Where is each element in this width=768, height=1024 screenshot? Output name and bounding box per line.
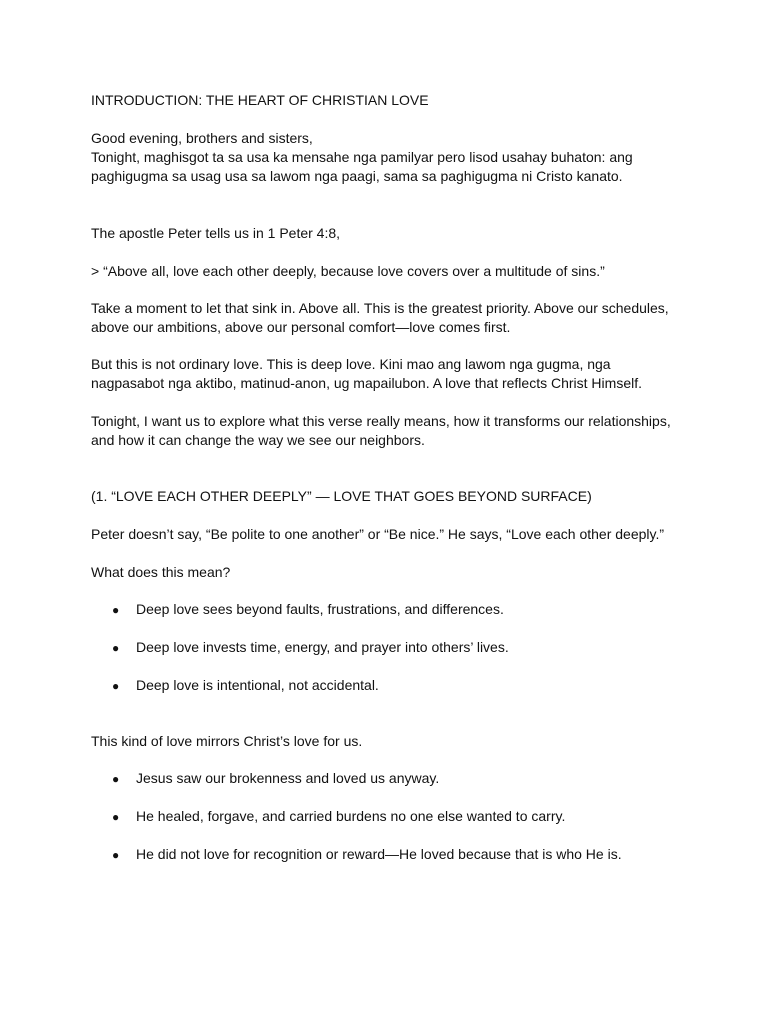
greeting: Good evening, brothers and sisters, — [91, 130, 313, 146]
bullet-icon: ● — [112, 772, 120, 786]
explore-line-2: and how it can change the way we see our neighbors. — [91, 432, 425, 448]
peter-intro: The apostle Peter tells us in 1 Peter 4:8, — [91, 225, 341, 241]
list-item-text: Deep love is intentional, not accidental. — [136, 677, 379, 693]
list-item — [112, 807, 565, 827]
bullet-icon: ● — [112, 848, 120, 862]
reflect-line-2: above our ambitions, above our personal comfort—love comes first. — [91, 319, 511, 335]
deep-love-line-1: But this is not ordinary love. This is deep love. Kini mao ang lawom nga gugma, nga — [91, 356, 611, 372]
bullet-icon: ● — [112, 679, 120, 693]
list-item-text: Deep love invests time, energy, and prayer into others’ lives. — [136, 639, 509, 655]
bullet-icon: ● — [112, 641, 120, 655]
intro-line-2: paghigugma sa usag usa sa lawom nga paagi, sama sa paghigugma ni Cristo kanato. — [91, 168, 623, 184]
reflect-line-1: Take a moment to let that sink in. Above all. This is the greatest priority. Above our schedules, — [91, 300, 669, 316]
document-heading: INTRODUCTION: THE HEART OF CHRISTIAN LOVE — [91, 92, 429, 108]
scripture-quote: > “Above all, love each other deeply, because love covers over a multitude of sins.” — [91, 263, 605, 279]
deep-love-line-2: nagpasabot nga aktibo, matinud-anon, ug mapailubon. A love that reflects Christ Himself. — [91, 375, 642, 391]
peter-says: Peter doesn’t say, “Be polite to one another” or “Be nice.” He says, “Love each other deeply.” — [91, 526, 665, 542]
list-item — [112, 638, 509, 658]
intro-line-1: Tonight, maghisgot ta sa usa ka mensahe nga pamilyar pero lisod usahay buhaton: ang — [91, 149, 633, 165]
explore-line-1: Tonight, I want us to explore what this verse really means, how it transforms our relationships, — [91, 413, 671, 429]
bullet-icon: ● — [112, 603, 120, 617]
list-item — [112, 676, 379, 696]
list-item-text: Jesus saw our brokenness and loved us anyway. — [136, 770, 440, 786]
section-1-heading: (1. “LOVE EACH OTHER DEEPLY” — LOVE THAT GOES BEYOND SURFACE) — [91, 488, 592, 504]
mirror-statement: This kind of love mirrors Christ’s love for us. — [91, 733, 363, 749]
list-item — [112, 845, 622, 865]
list-item-text: Deep love sees beyond faults, frustrations, and differences. — [136, 601, 504, 617]
question: What does this mean? — [91, 564, 231, 580]
list-item-text: He did not love for recognition or reward—He loved because that is who He is. — [136, 846, 622, 862]
list-item-text: He healed, forgave, and carried burdens no one else wanted to carry. — [136, 808, 566, 824]
list-item — [112, 600, 504, 620]
bullet-icon: ● — [112, 810, 120, 824]
list-item — [112, 769, 439, 789]
